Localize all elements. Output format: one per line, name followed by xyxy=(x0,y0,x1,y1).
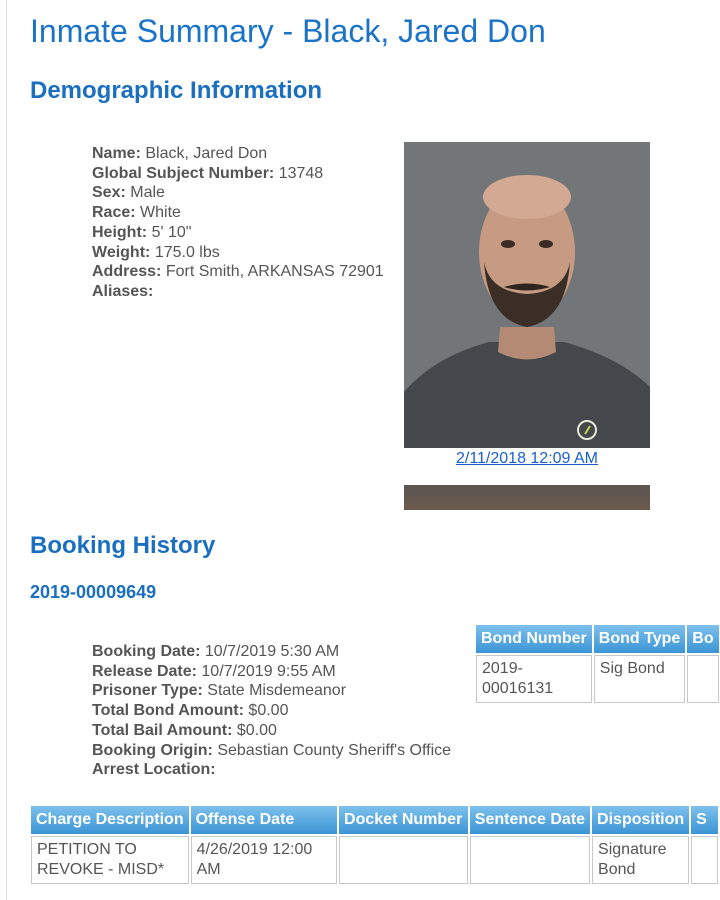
info-row-height xyxy=(92,223,384,243)
booking-label: Total Bond Amount: xyxy=(92,702,244,720)
charge-col-header: Disposition xyxy=(592,806,689,834)
charge-table xyxy=(29,804,720,886)
demographic-section-title: Demographic Information xyxy=(30,77,323,104)
booking-value: Sebastian County Sheriff's Office xyxy=(217,741,452,759)
bond-table xyxy=(474,623,720,705)
info-value: Male xyxy=(130,184,165,202)
bond-cell xyxy=(687,655,718,703)
booking-label: Total Bail Amount: xyxy=(92,721,233,739)
charge-col-header: Sentence Date xyxy=(470,806,590,834)
booking-row-booking-origin xyxy=(92,741,451,761)
charge-table-header-row xyxy=(31,806,718,834)
info-label: Race: xyxy=(92,204,136,222)
booking-history-title: Booking History xyxy=(30,532,216,559)
booking-row-booking-date xyxy=(92,642,451,662)
booking-value: State Misdemeanor xyxy=(207,682,347,700)
booking-row-release-date xyxy=(92,662,451,682)
info-row-aliases xyxy=(92,282,384,302)
booking-row-arrest-location xyxy=(92,760,451,780)
info-row-global-subject-number xyxy=(92,164,384,184)
booking-value: 10/7/2019 5:30 AM xyxy=(204,643,340,660)
info-value: 13748 xyxy=(278,164,324,182)
bond-col-header: Bond Number xyxy=(476,625,592,653)
info-value: Black, Jared Don xyxy=(145,145,268,162)
bond-cell: 2019-00016131 xyxy=(476,655,592,703)
info-label: Sex: xyxy=(92,184,126,202)
table-row xyxy=(31,836,718,884)
booking-number: 2019-00009649 xyxy=(30,582,157,602)
charge-col-header: Docket Number xyxy=(339,806,468,834)
demographic-info-list xyxy=(92,144,384,302)
booking-info-list xyxy=(92,642,451,780)
info-value: 175.0 lbs xyxy=(154,243,220,261)
bond-table-header-row xyxy=(476,625,719,653)
bond-col-header: Bo xyxy=(687,625,718,653)
info-value: Fort Smith, ARKANSAS 72901 xyxy=(165,263,384,281)
booking-label: Arrest Location: xyxy=(92,761,216,779)
photo-date-link[interactable]: 2/11/2018 12:09 AM xyxy=(455,450,599,467)
info-label: Weight: xyxy=(92,243,151,261)
info-value: White xyxy=(140,204,181,222)
info-row-address xyxy=(92,262,384,282)
info-label: Name: xyxy=(92,145,141,162)
booking-row-prisoner-type xyxy=(92,681,451,701)
info-row-sex xyxy=(92,183,384,203)
info-label: Global Subject Number: xyxy=(92,164,275,182)
charge-col-header: Charge Description xyxy=(31,806,189,834)
page-title: Inmate Summary - Black, Jared Don xyxy=(30,13,546,49)
booking-label: Booking Origin: xyxy=(92,741,213,759)
mugshot-photo-secondary[interactable] xyxy=(404,485,650,510)
left-border-rule xyxy=(6,0,7,900)
info-row-weight xyxy=(92,243,384,263)
charge-cell: Signature Bond xyxy=(592,836,689,884)
booking-value: $0.00 xyxy=(236,721,277,739)
bond-cell: Sig Bond xyxy=(594,655,685,703)
booking-label: Release Date: xyxy=(92,662,197,680)
info-label: Height: xyxy=(92,223,148,241)
info-label: Address: xyxy=(92,263,162,281)
mugshot-illustration xyxy=(404,142,650,448)
booking-label: Prisoner Type: xyxy=(92,682,203,700)
table-row xyxy=(476,655,719,703)
info-label: Aliases: xyxy=(92,282,154,300)
booking-value: $0.00 xyxy=(248,702,289,720)
booking-row-total-bail xyxy=(92,721,451,741)
charge-cell: PETITION TO REVOKE - MISD* xyxy=(31,836,189,884)
info-row-race xyxy=(92,203,384,223)
charge-cell xyxy=(339,836,468,884)
charge-cell: 4/26/2019 12:00 AM xyxy=(191,836,337,884)
charge-cell xyxy=(470,836,590,884)
charge-cell xyxy=(691,836,718,884)
bond-col-header: Bond Type xyxy=(594,625,685,653)
mugshot-photo[interactable] xyxy=(404,142,650,448)
charge-col-header: S xyxy=(691,806,718,834)
booking-value: 10/7/2019 9:55 AM xyxy=(201,662,336,680)
booking-label: Booking Date: xyxy=(92,643,201,660)
charge-col-header: Offense Date xyxy=(191,806,337,834)
booking-row-total-bond xyxy=(92,701,451,721)
info-row-name xyxy=(92,144,384,164)
info-value: 5' 10" xyxy=(151,223,192,241)
